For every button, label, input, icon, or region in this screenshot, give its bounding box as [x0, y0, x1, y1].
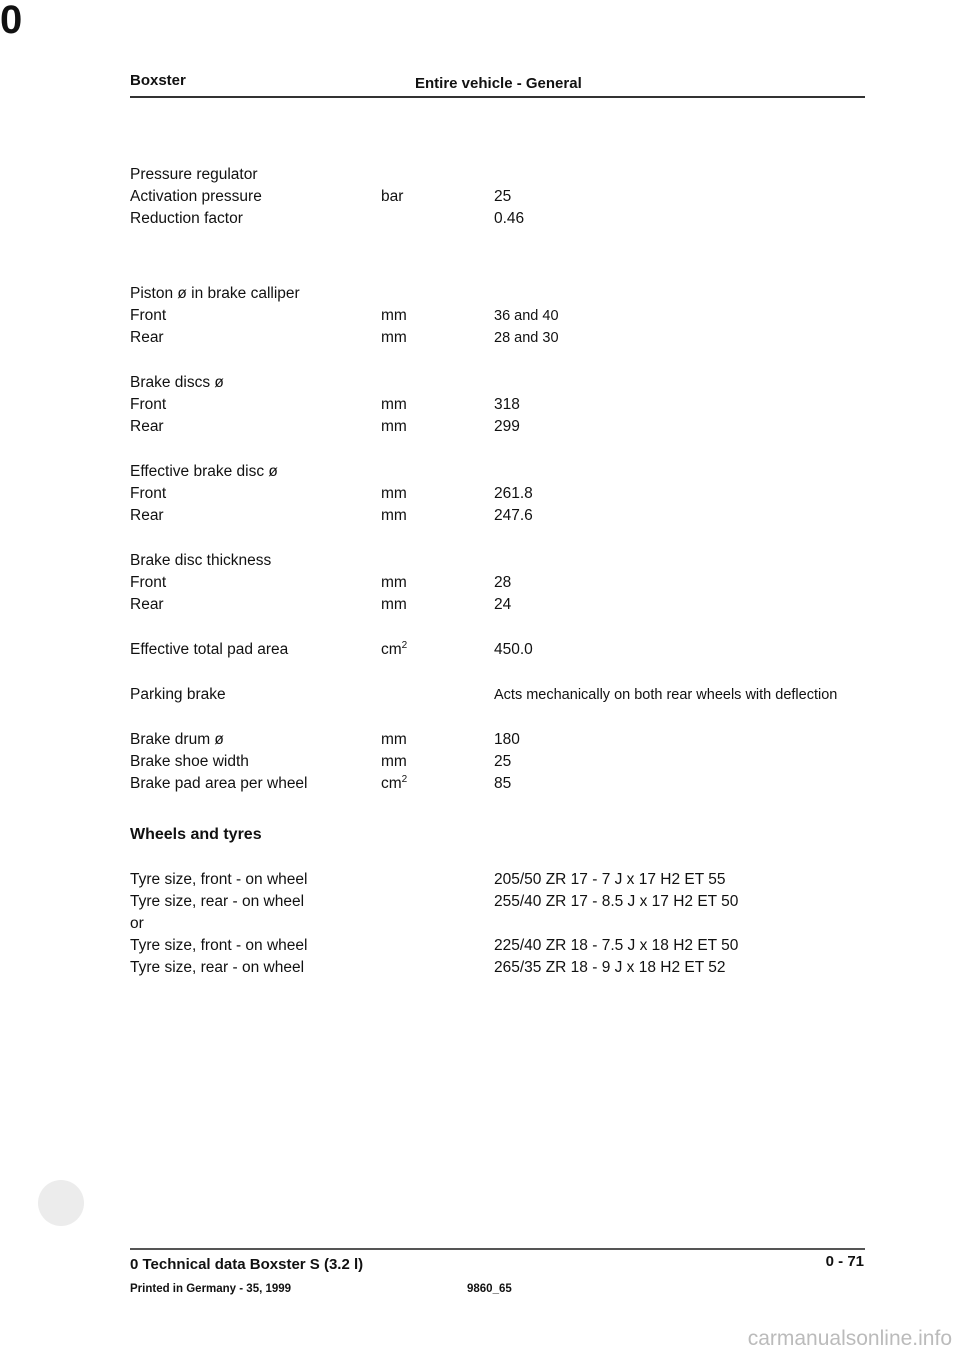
spec-row — [130, 751, 870, 773]
spec-row — [130, 639, 870, 661]
spec-unit-text: mm — [381, 307, 407, 324]
spec-row — [130, 186, 870, 208]
spec-row — [130, 505, 870, 527]
spec-label: Front — [130, 485, 167, 502]
spec-row — [130, 305, 870, 327]
spec-unit — [381, 729, 407, 751]
spec-row — [130, 935, 870, 957]
section-heading — [130, 824, 870, 846]
spec-row — [130, 394, 870, 416]
spec-label: Brake shoe width — [130, 753, 249, 770]
spec-label: Activation pressure — [130, 188, 262, 205]
spec-label: Rear — [130, 329, 164, 346]
footer-title: 0 Technical data Boxster S (3.2 l) — [130, 1256, 364, 1273]
spec-row — [130, 572, 870, 594]
watermark: carmanualsonline.info — [747, 1327, 952, 1350]
spec-unit — [381, 505, 407, 527]
spec-value: Acts mechanically on both rear wheels with deflection — [494, 687, 838, 703]
spec-row — [130, 461, 870, 483]
spec-label: Front — [130, 574, 167, 591]
spec-row — [130, 594, 870, 616]
spec-unit — [381, 572, 407, 594]
spec-row — [130, 773, 870, 795]
spec-unit-text: mm — [381, 418, 407, 435]
footer-page-number: 0 - 71 — [825, 1253, 864, 1270]
spec-unit — [381, 394, 407, 416]
spec-table — [130, 164, 870, 979]
spec-unit — [381, 305, 407, 327]
spec-unit-text: cm — [381, 775, 402, 792]
spec-value: 299 — [494, 418, 520, 435]
spec-value: 36 and 40 — [494, 308, 559, 324]
spec-value: 0.46 — [494, 210, 525, 227]
spec-label: Parking brake — [130, 686, 226, 703]
spec-label: Front — [130, 307, 167, 324]
spec-row — [130, 416, 870, 438]
spec-value: 318 — [494, 396, 520, 413]
spec-value: 25 — [494, 188, 512, 205]
spec-unit-exponent: 2 — [401, 640, 408, 651]
spec-unit-text: mm — [381, 596, 407, 613]
header-model: Boxster — [130, 72, 186, 89]
spec-label: Tyre size, rear - on wheel — [130, 959, 305, 976]
spec-label: Pressure regulator — [130, 166, 258, 183]
spec-label: Reduction factor — [130, 210, 243, 227]
spec-value: 25 — [494, 753, 512, 770]
spec-value: 261.8 — [494, 485, 533, 502]
spec-value: 28 and 30 — [494, 330, 559, 346]
spec-unit-text: mm — [381, 329, 407, 346]
spec-unit — [381, 416, 407, 438]
spec-unit — [381, 751, 407, 773]
spec-value: 85 — [494, 775, 512, 792]
spec-row — [130, 372, 870, 394]
header-rule — [130, 96, 865, 98]
spec-unit-text: mm — [381, 731, 407, 748]
spec-label: Brake drum ø — [130, 731, 224, 748]
punch-hole-mark — [38, 1180, 84, 1226]
spec-value: 450.0 — [494, 641, 533, 658]
spec-row — [130, 913, 870, 935]
spec-label: Front — [130, 396, 167, 413]
spec-label: Wheels and tyres — [130, 826, 262, 843]
spec-row — [130, 208, 870, 230]
spec-row — [130, 869, 870, 891]
spec-label: Rear — [130, 507, 164, 524]
footer-rule — [130, 1248, 865, 1250]
spec-label: Brake disc thickness — [130, 552, 272, 569]
spec-label: Tyre size, front - on wheel — [130, 937, 308, 954]
spec-unit — [381, 327, 407, 349]
spec-label: Piston ø in brake calliper — [130, 285, 300, 302]
footer-doc-code: 9860_65 — [467, 1283, 512, 1295]
spec-row — [130, 483, 870, 505]
spec-unit — [381, 483, 407, 505]
spec-label: Effective brake disc ø — [130, 463, 278, 480]
header-section-number: 0 — [0, 0, 23, 42]
spec-row — [130, 550, 870, 572]
spec-row — [130, 283, 870, 305]
spec-value: 225/40 ZR 18 - 7.5 J x 18 H2 ET 50 — [494, 937, 739, 954]
spec-unit-text: cm — [381, 641, 402, 658]
header-chapter-title: Entire vehicle - General — [415, 75, 582, 92]
spec-label: Rear — [130, 596, 164, 613]
spec-unit — [381, 594, 407, 616]
footer-printed-note: Printed in Germany - 35, 1999 — [130, 1283, 292, 1295]
spec-row — [130, 891, 870, 913]
spec-unit — [381, 186, 403, 208]
spec-value: 24 — [494, 596, 512, 613]
spec-row — [130, 164, 870, 186]
spec-unit — [381, 773, 407, 795]
spec-unit — [381, 639, 407, 661]
spec-row — [130, 327, 870, 349]
spec-value: 255/40 ZR 17 - 8.5 J x 17 H2 ET 50 — [494, 893, 739, 910]
spec-label: or — [130, 915, 144, 932]
spec-value: 247.6 — [494, 507, 533, 524]
spec-unit-text: mm — [381, 396, 407, 413]
spec-unit-text: mm — [381, 507, 407, 524]
spec-row — [130, 684, 870, 706]
spec-label: Rear — [130, 418, 164, 435]
spec-value: 265/35 ZR 18 - 9 J x 18 H2 ET 52 — [494, 959, 726, 976]
spec-label: Tyre size, rear - on wheel — [130, 893, 305, 910]
spec-label: Brake discs ø — [130, 374, 224, 391]
spec-unit-exponent: 2 — [401, 774, 408, 785]
spec-row — [130, 957, 870, 979]
spec-value: 180 — [494, 731, 520, 748]
spec-label: Effective total pad area — [130, 641, 289, 658]
spec-row — [130, 729, 870, 751]
spec-unit-text: mm — [381, 574, 407, 591]
spec-value: 205/50 ZR 17 - 7 J x 17 H2 ET 55 — [494, 871, 726, 888]
spec-unit-text: bar — [381, 188, 404, 205]
spec-value: 28 — [494, 574, 512, 591]
spec-label: Brake pad area per wheel — [130, 775, 308, 792]
spec-unit-text: mm — [381, 485, 407, 502]
spec-label: Tyre size, front - on wheel — [130, 871, 308, 888]
spec-unit-text: mm — [381, 753, 407, 770]
